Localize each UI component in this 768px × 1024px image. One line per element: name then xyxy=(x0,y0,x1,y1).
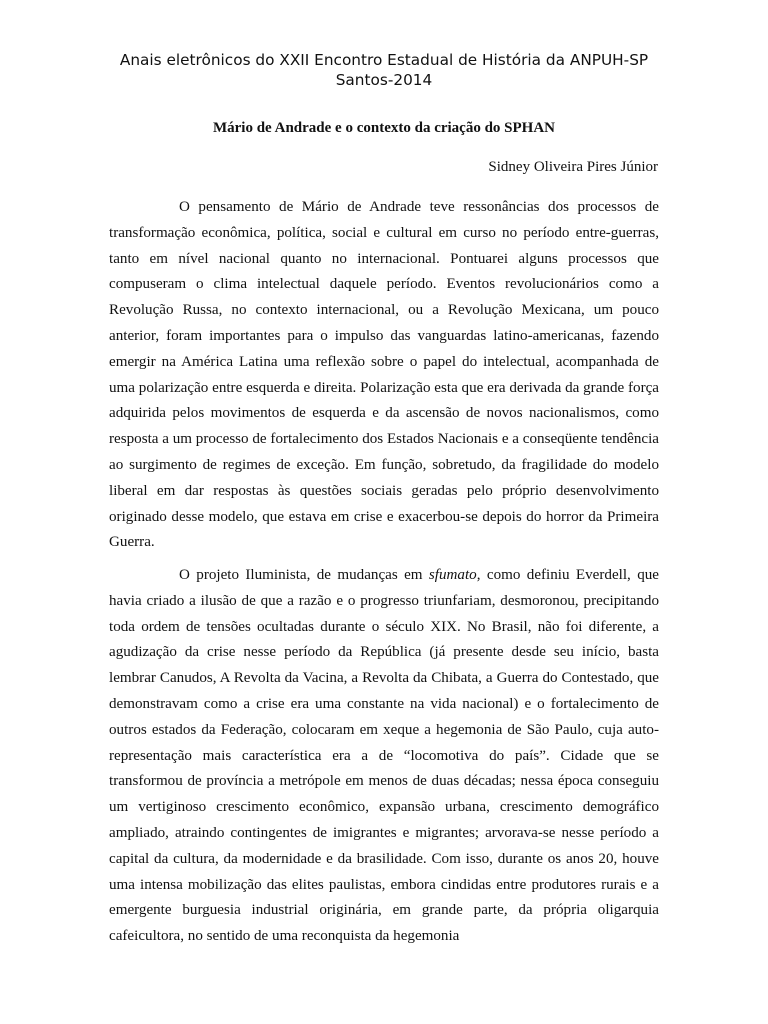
paper-title: Mário de Andrade e o contexto da criação do SPHAN xyxy=(212,120,556,136)
proceedings-header xyxy=(0,50,768,90)
author-name: Sidney Oliveira Pires Júnior xyxy=(488,159,658,175)
header-line-2: Santos-2014 xyxy=(335,71,433,89)
body-paragraph-1-block xyxy=(109,195,659,556)
paragraph-text-start: O projeto Iluminista, de mudanças em xyxy=(179,567,429,583)
header-line-1: Anais eletrônicos do XXII Encontro Estadual de História da ANPUH-SP xyxy=(119,51,649,69)
body-paragraph: O pensamento de Mário de Andrade teve ressonâncias dos processos de transformação econômica, política, social e cultural em curso no período entre-guerras, tanto em nível nacional quanto no internacional. Pontuarei alguns processos que compuseram o clima intelectual daquele período. Eventos revolucionários como a Revolução Russa, no contexto internacional, ou a Revolução Mexicana, um pouco anterior, foram importantes para o impulso das vanguardas latino-americanas, fazendo emergir na América Latina uma reflexão sobre o papel do intelectual, acompanhada de uma polarização entre esquerda e direita. Polarização esta que era derivada da grande força adquirida pelos movimentos de esquerda e da ascensão de novos nacionalismos, como resposta a um processo de fortalecimento dos Estados Nacionais e a conseqüente tendência ao surgimento de regimes de exceção. Em função, sobretudo, da fragilidade do modelo liberal em dar respostas às questões sociais geradas pelo próprio desenvolvimento originado desse modelo, que estava em crise e exacerbou-se depois do horror da Primeira Guerra. xyxy=(109,199,659,551)
body-paragraph-2-block xyxy=(109,563,659,950)
body-paragraph xyxy=(109,563,659,950)
italic-term: sfumato xyxy=(428,567,477,583)
paragraph-text-rest: , como definiu Everdell, que havia criado a ilusão de que a razão e o progresso triunfariam, desmoronou, precipitando toda ordem de tensões ocultadas durante o século XIX. No Brasil, não foi diferente, a agudização da crise nesse período da República (já presente desde seu início, basta lembrar Canudos, A Revolta da Vacina, a Revolta da Chibata, a Guerra do Contestado, que demonstravam como a crise era uma constante na vida nacional) e o fortalecimento de outros estados da Federação, colocaram em xeque a hegemonia de São Paulo, cuja auto-representação mais característica era a de “locomotiva do país”. Cidade que se transformou de província a metrópole em menos de duas décadas; nessa época conseguiu um vertiginoso crescimento econômico, expansão urbana, crescimento demográfico ampliado, atraindo contingentes de imigrantes e migrantes; arvorava-se nesse período a capital da cultura, da modernidade e da brasilidade. Com isso, durante os anos 20, houve uma intensa mobilização das elites paulistas, embora cindidas entre produtores rurais e a emergente burguesia industrial originária, em grande parte, da própria oligarquia cafeicultora, no sentido de uma reconquista da hegemonia xyxy=(109,567,659,945)
